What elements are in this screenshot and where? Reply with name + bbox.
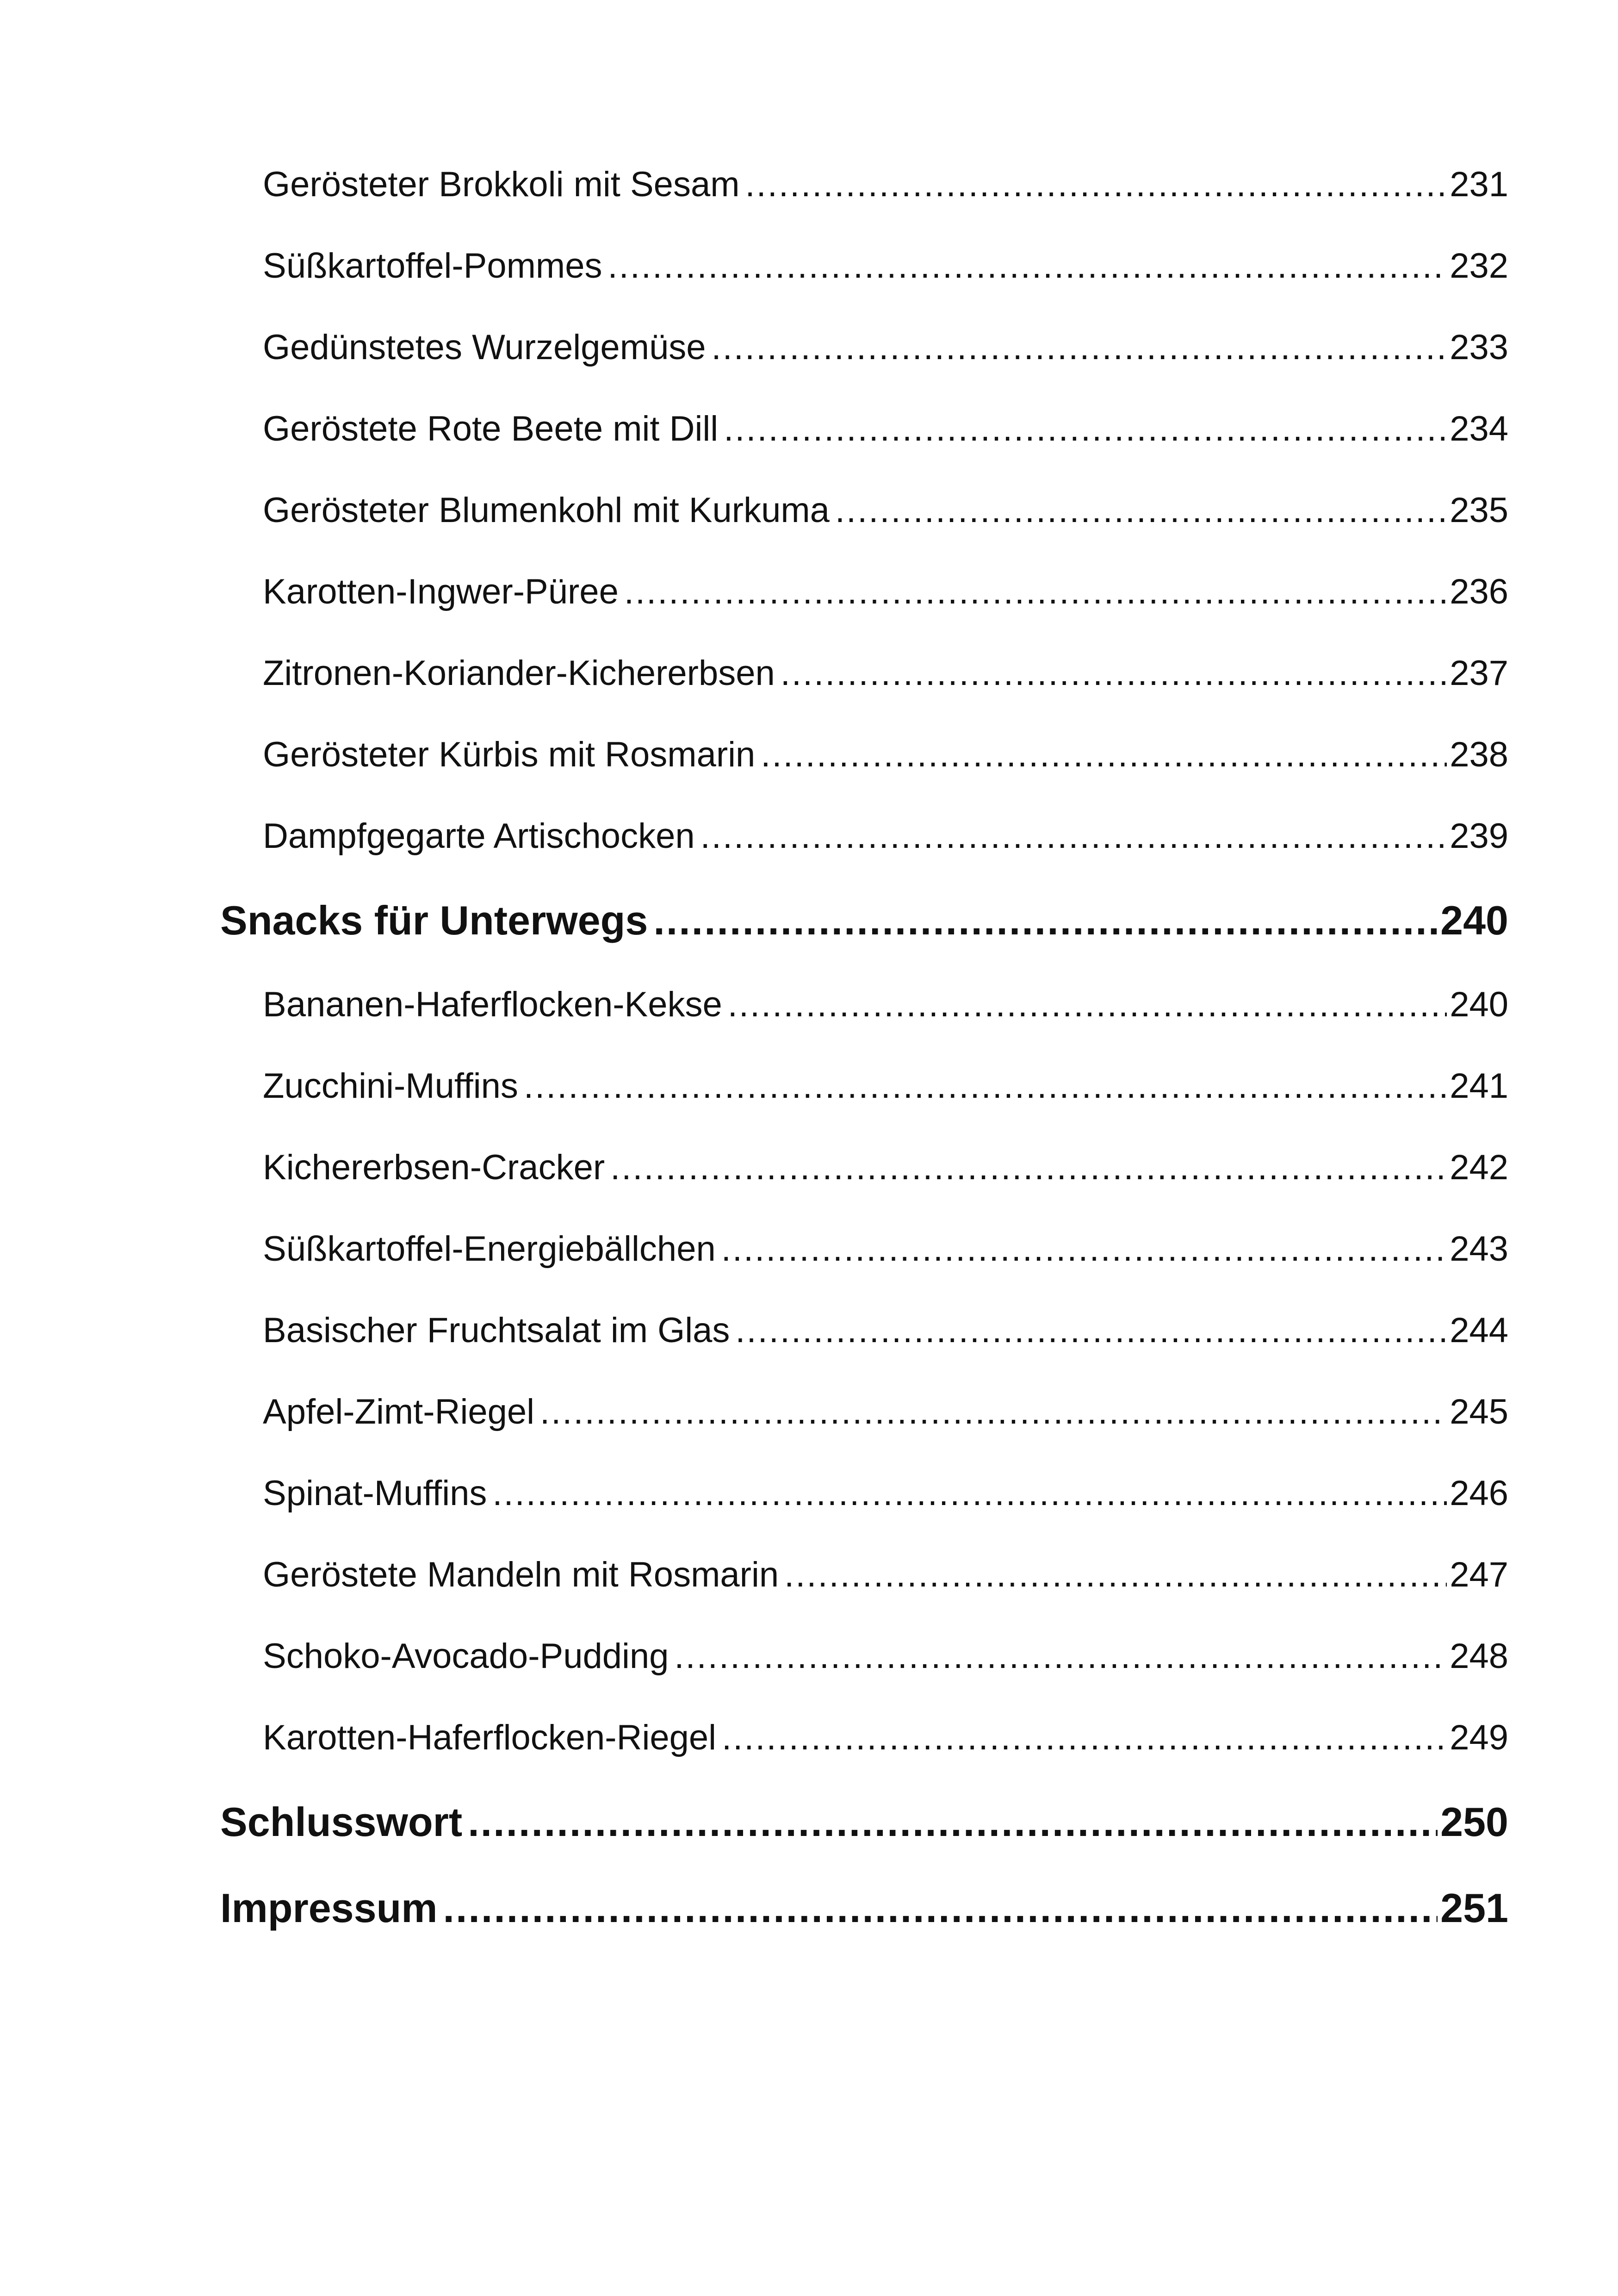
toc-entry-title: Süßkartoffel-Pommes [263,246,602,286]
toc-chapter-entry[interactable] [220,1798,1508,1846]
dot-leader [745,164,1447,205]
toc-entry-page: 242 [1450,1148,1508,1187]
toc-chapter-entry[interactable] [220,1885,1508,1932]
dot-leader [540,1392,1447,1432]
toc-entry-page: 231 [1450,165,1508,204]
toc-entry[interactable] [263,816,1508,856]
toc-entry-page: 239 [1450,816,1508,856]
dot-leader [728,984,1447,1025]
dot-leader [524,1066,1447,1106]
toc-entry-page: 234 [1450,409,1508,448]
dot-leader [712,327,1447,367]
dot-leader [443,1885,1438,1932]
dot-leader [722,1717,1447,1758]
toc-entry-page: 244 [1450,1311,1508,1350]
toc-entry-title: Basischer Fruchtsalat im Glas [263,1311,730,1350]
dot-leader [784,1555,1447,1595]
toc-entry[interactable] [263,327,1508,367]
toc-entry-title: Dampfgegarte Artischocken [263,816,695,856]
toc-entry-title: Spinat-Muffins [263,1474,487,1513]
toc-entry-title: Gedünstetes Wurzelgemüse [263,328,706,367]
toc-entry-title: Apfel-Zimt-Riegel [263,1392,535,1431]
dot-leader [724,409,1447,449]
toc-entry[interactable] [263,572,1508,612]
toc-chapter-title: Schlusswort [220,1799,463,1845]
dot-leader [468,1798,1438,1846]
dot-leader [653,897,1438,944]
toc-entry-title: Schoko-Avocado-Pudding [263,1636,669,1676]
toc-entry[interactable] [263,1392,1508,1432]
dot-leader [624,572,1447,612]
dot-leader [492,1473,1447,1513]
toc-entry[interactable] [263,1147,1508,1188]
toc-entry[interactable] [263,1636,1508,1676]
toc-entry-page: 232 [1450,246,1508,286]
toc-entry-page: 245 [1450,1392,1508,1431]
toc-chapter-page: 251 [1440,1885,1508,1931]
toc-entry-title: Geröstete Mandeln mit Rosmarin [263,1555,779,1594]
toc-entry-title: Bananen-Haferflocken-Kekse [263,985,722,1024]
toc-entry-page: 235 [1450,491,1508,530]
toc-entry-title: Karotten-Haferflocken-Riegel [263,1718,717,1757]
toc-entry[interactable] [263,1473,1508,1513]
dot-leader [835,490,1447,530]
toc-entry-title: Karotten-Ingwer-Püree [263,572,619,611]
toc-entry-page: 246 [1450,1474,1508,1513]
dot-leader [735,1310,1447,1350]
toc-entry-page: 249 [1450,1718,1508,1757]
toc-entry-page: 248 [1450,1636,1508,1676]
toc-chapter-page: 240 [1440,897,1508,943]
dot-leader [781,653,1447,693]
toc-entry[interactable] [263,734,1508,775]
dot-leader [674,1636,1447,1676]
toc-entry[interactable] [263,164,1508,205]
toc-chapter-title: Snacks für Unterwegs [220,897,648,943]
dot-leader [721,1229,1447,1269]
toc-entry[interactable] [263,246,1508,286]
toc-entry-page: 236 [1450,572,1508,611]
toc-entry[interactable] [263,1229,1508,1269]
dot-leader [701,816,1447,856]
toc-entry-title: Geröstete Rote Beete mit Dill [263,409,719,448]
toc-entry-page: 240 [1450,985,1508,1024]
toc-entry-title: Kichererbsen-Cracker [263,1148,605,1187]
toc-entry-page: 241 [1450,1066,1508,1106]
toc-chapter-title: Impressum [220,1885,438,1931]
toc-entry[interactable] [263,1555,1508,1595]
toc-entry[interactable] [263,1066,1508,1106]
toc-entry-title: Zucchini-Muffins [263,1066,518,1106]
toc-entry[interactable] [263,490,1508,530]
toc-entry-page: 247 [1450,1555,1508,1594]
toc-entry-title: Gerösteter Kürbis mit Rosmarin [263,735,756,774]
toc-entry-page: 243 [1450,1229,1508,1269]
dot-leader [761,734,1447,775]
toc-entry-title: Zitronen-Koriander-Kichererbsen [263,653,775,693]
dot-leader [610,1147,1447,1188]
toc-entry-page: 238 [1450,735,1508,774]
toc-entry-page: 237 [1450,653,1508,693]
toc-entry[interactable] [263,409,1508,449]
toc-entry[interactable] [263,984,1508,1025]
toc-entry-title: Gerösteter Brokkoli mit Sesam [263,165,740,204]
toc-entry-title: Gerösteter Blumenkohl mit Kurkuma [263,491,830,530]
toc-chapter-entry[interactable] [220,897,1508,944]
dot-leader [608,246,1447,286]
toc-entry[interactable] [263,653,1508,693]
toc-entry-title: Süßkartoffel-Energiebällchen [263,1229,716,1269]
toc-chapter-page: 250 [1440,1799,1508,1845]
toc-entry[interactable] [263,1310,1508,1350]
toc-entry[interactable] [263,1717,1508,1758]
toc-entry-page: 233 [1450,328,1508,367]
